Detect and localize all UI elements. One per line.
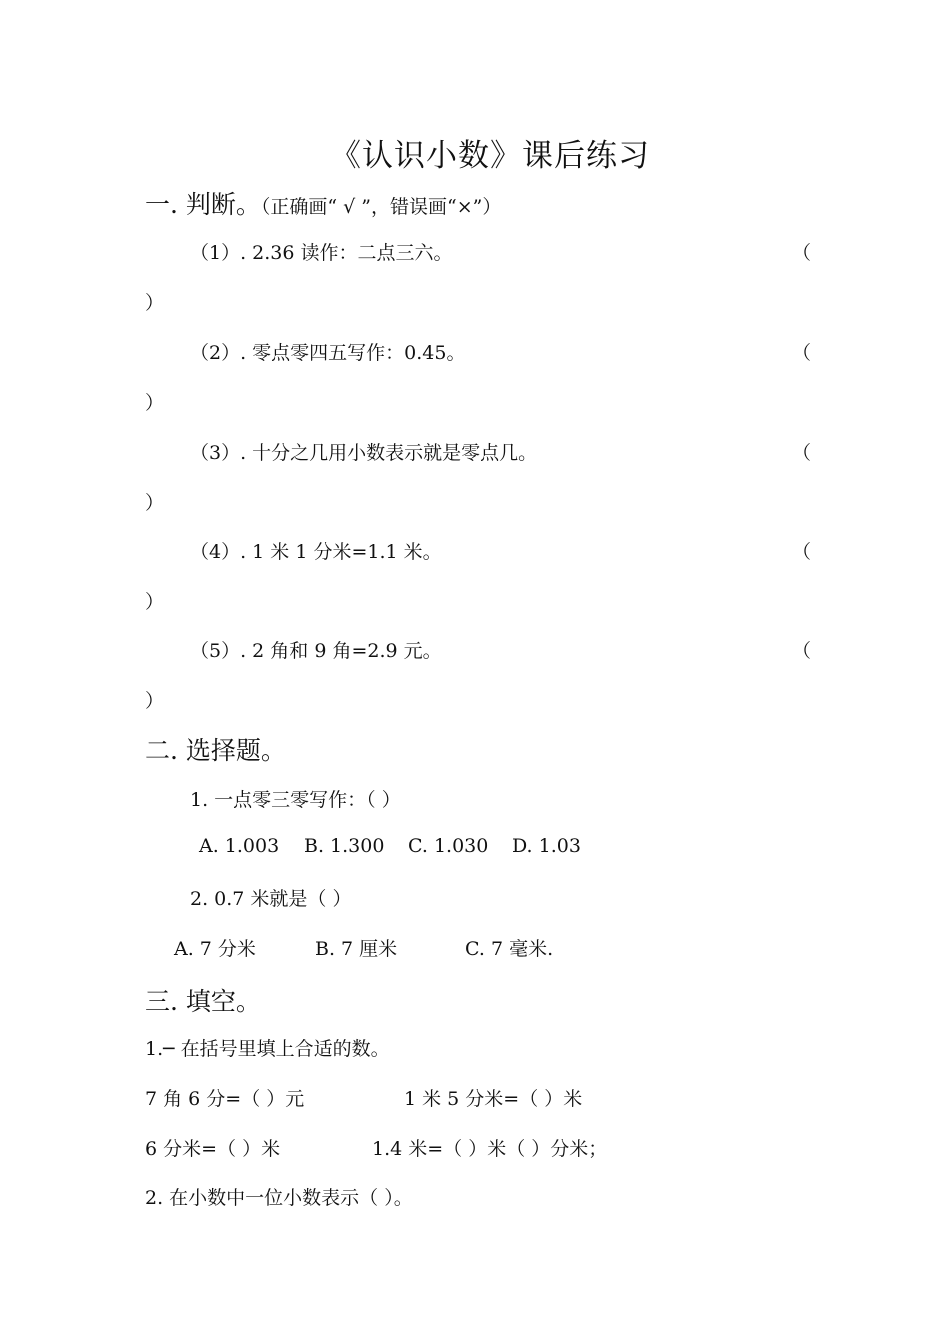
section-1-note: （正确画“ √ ”，错误画“×”） [260, 196, 502, 218]
answer-paren-close-4[interactable]: ） [145, 591, 165, 613]
fill-1-item-d[interactable]: 1.4 米=（ ）米（ ）分米； [372, 1138, 608, 1160]
fill-1-item-b[interactable]: 1 米 5 分米=（ ）米 [404, 1088, 583, 1110]
answer-paren-open-5[interactable]: （ [792, 640, 812, 662]
judge-item-1: （1）. 2.36 读作：二点三六。 [190, 242, 453, 264]
judge-item-2: （2）. 零点零四五写作：0.45。 [190, 342, 466, 364]
section-2-heading: 二. 选择题。 [145, 736, 286, 765]
answer-paren-open-1[interactable]: （ [792, 242, 812, 264]
section-1-heading [145, 185, 501, 221]
judge-item-4: （4）. 1 米 1 分米=1.1 米。 [190, 541, 442, 563]
fill-1-item-c[interactable]: 6 分米=（ ）米 [145, 1138, 281, 1160]
section-3-heading: 三. 填空。 [145, 987, 261, 1016]
fill-1-item-a[interactable]: 7 角 6 分=（ ）元 [145, 1088, 305, 1110]
judge-item-3: （3）. 十分之几用小数表示就是零点几。 [190, 442, 538, 464]
answer-paren-open-4[interactable]: （ [792, 541, 812, 563]
choice-2-option-a[interactable]: A. 7 分米 [174, 938, 256, 960]
page-title: 《认识小数》课后练习 [330, 138, 650, 174]
section-1-title: 一. 判断。 [145, 190, 261, 219]
choice-question-2: 2. 0.7 米就是（ ） [190, 888, 352, 910]
choice-2-option-c[interactable]: C. 7 毫米. [465, 938, 554, 960]
answer-paren-close-3[interactable]: ） [145, 492, 165, 514]
judge-item-5: （5）. 2 角和 9 角=2.9 元。 [190, 640, 442, 662]
answer-paren-close-2[interactable]: ） [145, 392, 165, 414]
choice-2-option-b[interactable]: B. 7 厘米 [315, 938, 398, 960]
choice-1-option-c[interactable]: C. 1.030 [408, 835, 489, 857]
choice-question-1: 1. 一点零三零写作：（ ） [190, 789, 401, 811]
answer-paren-close-1[interactable]: ） [145, 292, 165, 314]
choice-1-option-d[interactable]: D. 1.03 [512, 835, 581, 857]
answer-paren-close-5[interactable]: ） [145, 690, 165, 712]
choice-1-option-b[interactable]: B. 1.300 [304, 835, 385, 857]
fill-question-2[interactable]: 2. 在小数中一位小数表示（ ）。 [145, 1187, 413, 1209]
answer-paren-open-2[interactable]: （ [792, 342, 812, 364]
fill-question-1: 1.─ 在括号里填上合适的数。 [145, 1038, 390, 1060]
choice-1-option-a[interactable]: A. 1.003 [199, 835, 280, 857]
answer-paren-open-3[interactable]: （ [792, 442, 812, 464]
